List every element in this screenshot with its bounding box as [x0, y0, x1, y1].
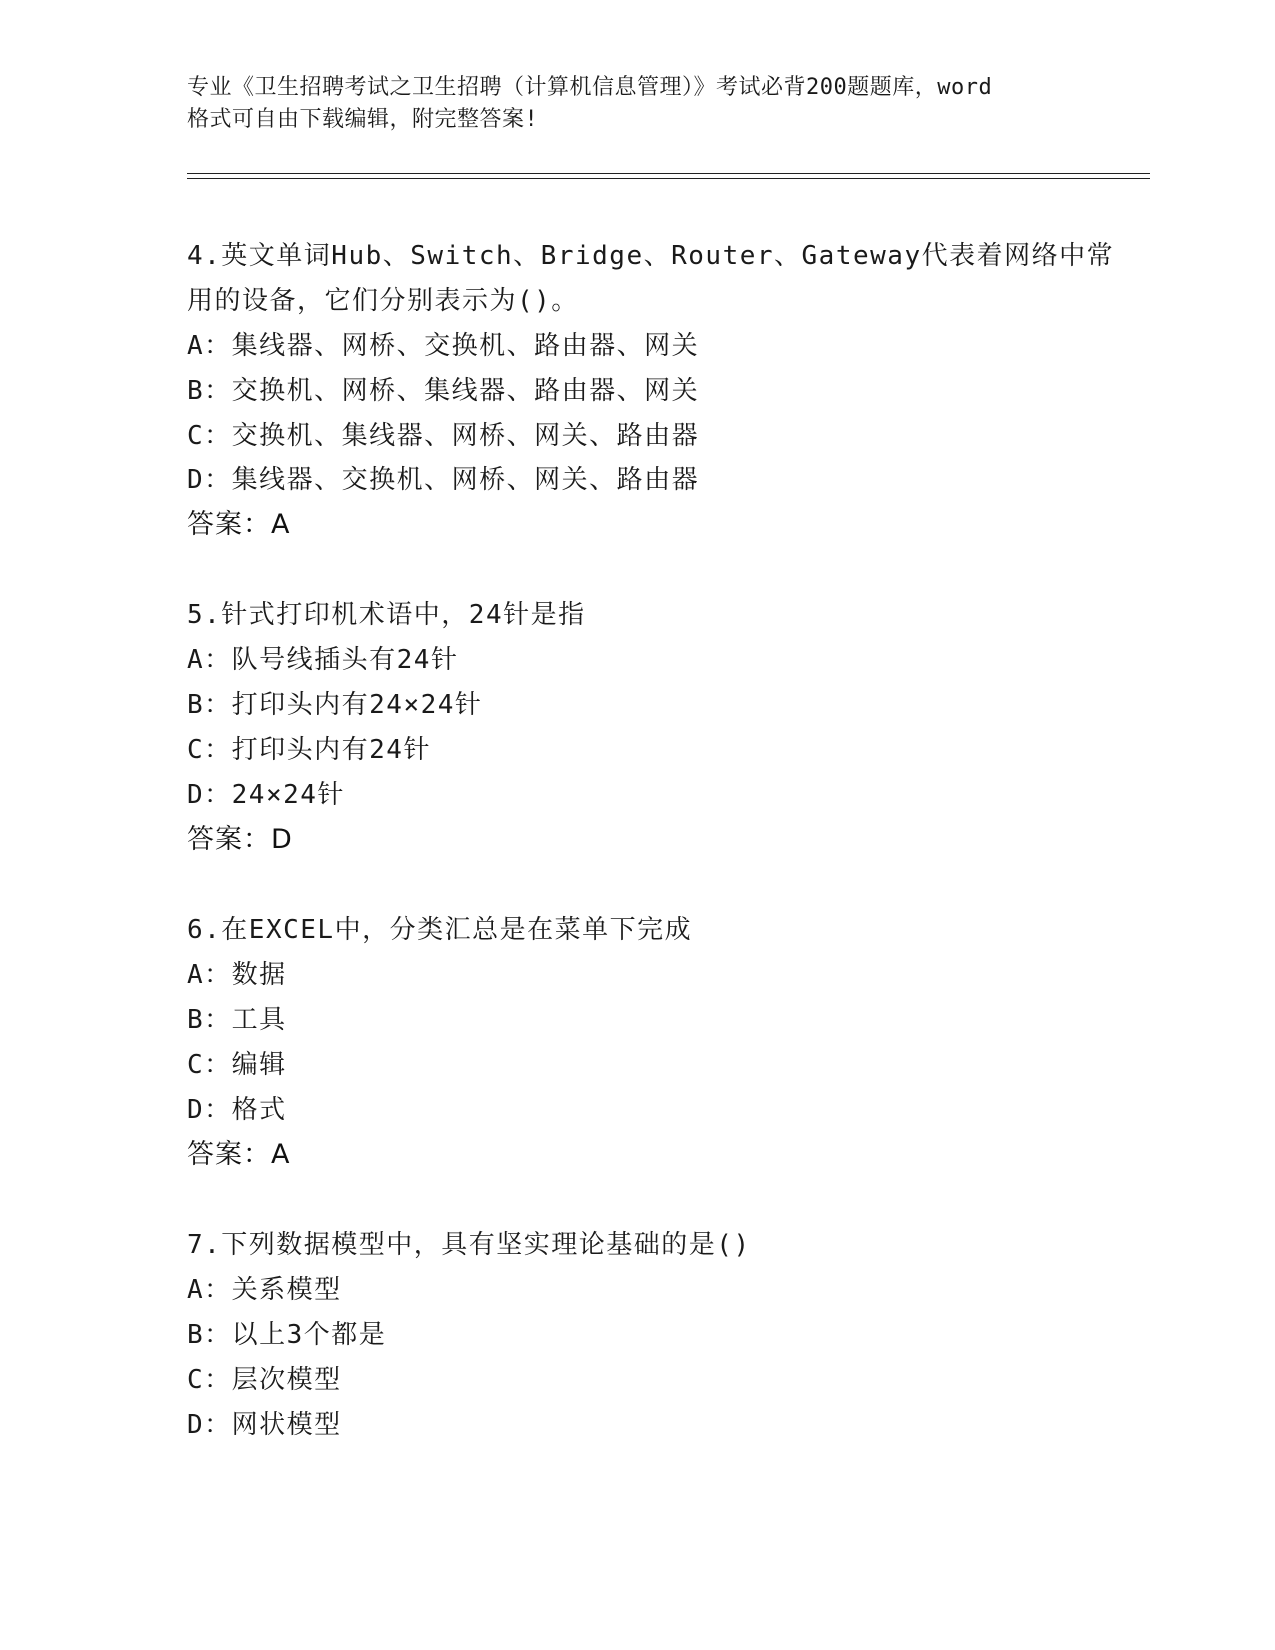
- question-6-stem: 6.在EXCEL中，分类汇总是在菜单下完成: [187, 915, 693, 945]
- question-6-option-a: A：数据: [187, 960, 287, 990]
- question-7-option-c: C：层次模型: [187, 1365, 342, 1395]
- question-4-answer: 答案：A: [187, 509, 291, 540]
- question-5-option-d: D：24×24针: [187, 780, 345, 810]
- question-4-option-c: C：交换机、集线器、网桥、网关、路由器: [187, 421, 700, 451]
- question-7-option-d: D：网状模型: [187, 1410, 342, 1440]
- question-6-option-c: C：编辑: [187, 1050, 287, 1080]
- question-4-option-a: A：集线器、网桥、交换机、路由器、网关: [187, 331, 700, 361]
- header-text-line-2: 格式可自由下载编辑，附完整答案!: [187, 107, 539, 132]
- question-7-option-b: B：以上3个都是: [187, 1320, 387, 1350]
- header-rule-bottom: [187, 178, 1150, 179]
- header-rule-top: [187, 173, 1150, 174]
- question-7-option-a: A：关系模型: [187, 1275, 342, 1305]
- question-5-option-b: B：打印头内有24×24针: [187, 690, 483, 720]
- question-6-answer: 答案：A: [187, 1139, 291, 1170]
- question-4-stem-line-2: 用的设备，它们分别表示为()。: [187, 286, 579, 316]
- header-text-line-1: 专业《卫生招聘考试之卫生招聘（计算机信息管理）》考试必背200题题库，word: [187, 75, 993, 100]
- question-5-stem: 5.针式打印机术语中，24针是指: [187, 600, 586, 630]
- question-6-option-d: D：格式: [187, 1095, 287, 1125]
- question-5-option-a: A：队号线插头有24针: [187, 645, 459, 675]
- question-4-option-b: B：交换机、网桥、集线器、路由器、网关: [187, 376, 700, 406]
- question-5-answer: 答案：D: [187, 824, 293, 855]
- question-5-option-c: C：打印头内有24针: [187, 735, 431, 765]
- question-6-option-b: B：工具: [187, 1005, 287, 1035]
- question-4-option-d: D：集线器、交换机、网桥、网关、路由器: [187, 465, 700, 495]
- question-7-stem: 7.下列数据模型中，具有坚实理论基础的是(): [187, 1230, 751, 1260]
- question-4-stem-line-1: 4.英文单词Hub、Switch、Bridge、Router、Gateway代表着网络中常: [187, 241, 1115, 271]
